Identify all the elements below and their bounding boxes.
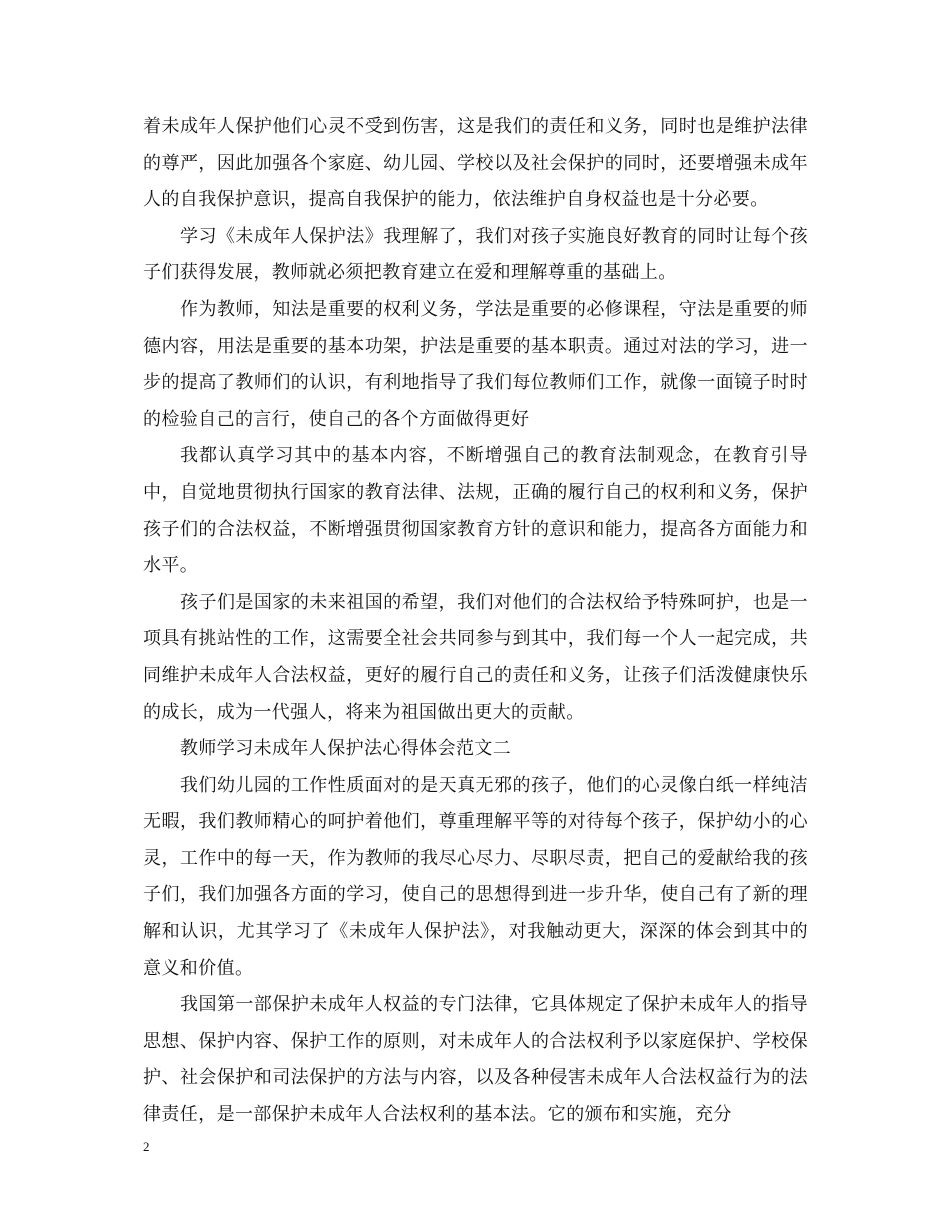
- paragraph-continuation: 着未成年人保护他们心灵不受到伤害，这是我们的责任和义务，同时也是维护法律的尊严，因此加强各个家庭、幼儿园、学校以及社会保护的同时，还要增强未成年人的自我保护意识，提高自我保护的能力，依法维护自身权益也是十分必要。: [143, 116, 808, 211]
- page-number: 2: [143, 1139, 150, 1154]
- paragraph: 孩子们是国家的未来祖国的希望，我们对他们的合法权给予特殊呵护，也是一项具有挑站性的工作，这需要全社会共同参与到其中，我们每一个人一起完成，共同维护未成年人合法权益，更好的履行自己的责任和义务，让孩子们活泼健康快乐的成长，成为一代强人，将来为祖国做出更大的贡献。: [143, 591, 808, 723]
- paragraph: 我都认真学习其中的基本内容，不断增强自己的教育法制观念，在教育引导中，自觉地贯彻执行国家的教育法律、法规，正确的履行自己的权利和义务，保护孩子们的合法权益，不断增强贯彻国家教育方针的意识和能力，提高各方面能力和水平。: [143, 445, 808, 577]
- section-heading: 教师学习未成年人保护法心得体会范文二: [180, 738, 512, 760]
- paragraph: 学习《未成年人保护法》我理解了，我们对孩子实施良好教育的同时让每个孩子们获得发展，教师就必须把教育建立在爱和理解尊重的基础上。: [143, 225, 808, 284]
- paragraph: 作为教师，知法是重要的权利义务，学法是重要的必修课程，守法是重要的师德内容，用法是重要的基本功架，护法是重要的基本职责。通过对法的学习，进一步的提高了教师们的认识，有利地指导了我们每位教师们工作，就像一面镜子时时的检验自己的言行，使自己的各个方面做得更好: [143, 298, 808, 430]
- paragraph: 我们幼儿园的工作性质面对的是天真无邪的孩子，他们的心灵像白纸一样纯洁无暇，我们教师精心的呵护着他们，尊重理解平等的对待每个孩子，保护幼小的心灵，工作中的每一天，作为教师的我尽心尽力、尽职尽责，把自己的爱献给我的孩子们，我们加强各方面的学习，使自己的思想得到进一步升华，使自己有了新的理解和认识，尤其学习了《未成年人保护法》，对我触动更大，深深的体会到其中的意义和价值。: [143, 774, 808, 979]
- paragraph: 我国第一部保护未成年人权益的专门法律，它具体规定了保护未成年人的指导思想、保护内容、保护工作的原则，对未成年人的合法权利予以家庭保护、学校保护、社会保护和司法保护的方法与内容，以及各种侵害未成年人合法权益行为的法律责任，是一部保护未成年人合法权利的基本法。它的颁布和实施，充分: [143, 994, 808, 1126]
- document-body: [143, 109, 808, 1134]
